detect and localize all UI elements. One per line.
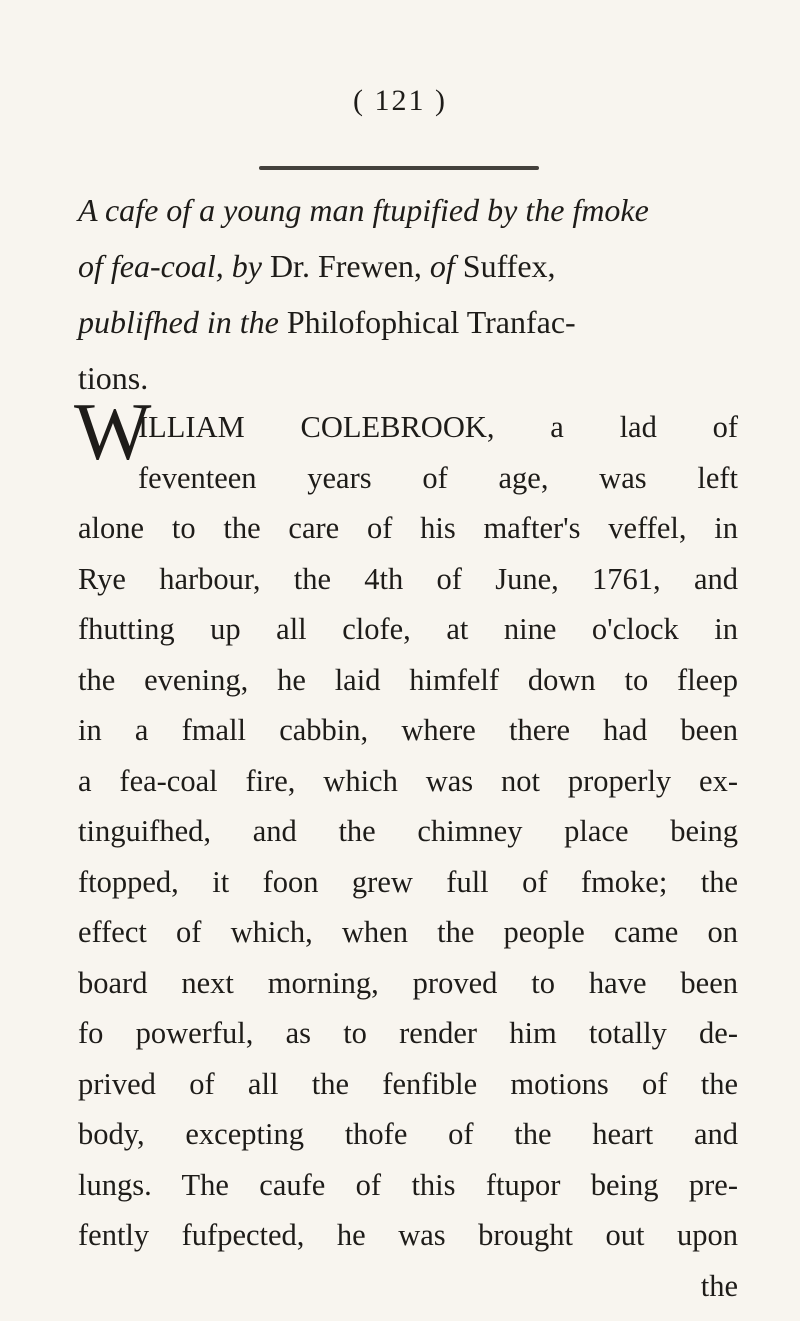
body-line: feventeen years of age, was left bbox=[138, 460, 738, 495]
heading-segment: of fea-coal, by bbox=[78, 248, 270, 284]
body-line: alone to the care of his mafter's veffel, in bbox=[78, 511, 738, 545]
drop-cap: W bbox=[74, 386, 152, 477]
heading-segment: tions. bbox=[78, 360, 149, 396]
body-line: tinguifhed, and the chimney place being bbox=[78, 814, 738, 848]
heading-segment: Dr. Frewen, bbox=[269, 248, 430, 284]
body-line: fently fufpected, he was brought out upon bbox=[78, 1218, 738, 1252]
body-line: in a fmall cabbin, where there had been bbox=[78, 713, 738, 747]
heading-segment: A cafe of a young man ftupified by the fmoke bbox=[78, 192, 649, 228]
body-line: body, excepting thofe of the heart and bbox=[78, 1117, 738, 1151]
body-line: Rye harbour, the 4th of June, 1761, and bbox=[78, 561, 738, 596]
body-line: prived of all the fenfible motions of the bbox=[78, 1066, 738, 1101]
body-line: fhutting up all clofe, at nine o'clock in bbox=[78, 612, 738, 646]
body-line: fo powerful, as to render him totally de- bbox=[78, 1016, 738, 1050]
heading-segment: publifhed in the bbox=[78, 304, 287, 340]
heading-segment: of bbox=[429, 248, 463, 284]
case-heading bbox=[78, 182, 738, 406]
body-line: a fea-coal fire, which was not properly ex- bbox=[78, 763, 738, 798]
body-line: the evening, he laid himfelf down to fleep bbox=[78, 662, 738, 697]
header-rule bbox=[259, 166, 539, 170]
heading-line bbox=[78, 294, 738, 350]
body-line: board next morning, proved to have been bbox=[78, 965, 738, 1000]
body-line: the bbox=[700, 1268, 738, 1303]
heading-line bbox=[78, 238, 738, 294]
heading-segment: Suffex, bbox=[462, 248, 556, 284]
body-line: ILLIAM COLEBROOK, a lad of bbox=[138, 410, 738, 444]
page-number: ( 121 ) bbox=[353, 84, 447, 117]
heading-line bbox=[78, 182, 738, 238]
body-line: ftopped, it foon grew full of fmoke; the bbox=[78, 864, 738, 899]
body-line: lungs. The caufe of this ftupor being pre- bbox=[78, 1167, 738, 1202]
body-line: effect of which, when the people came on bbox=[78, 915, 738, 949]
heading-segment: Philofophical Tranfac- bbox=[286, 304, 576, 340]
body-text bbox=[78, 402, 738, 1311]
heading-line bbox=[78, 350, 738, 406]
